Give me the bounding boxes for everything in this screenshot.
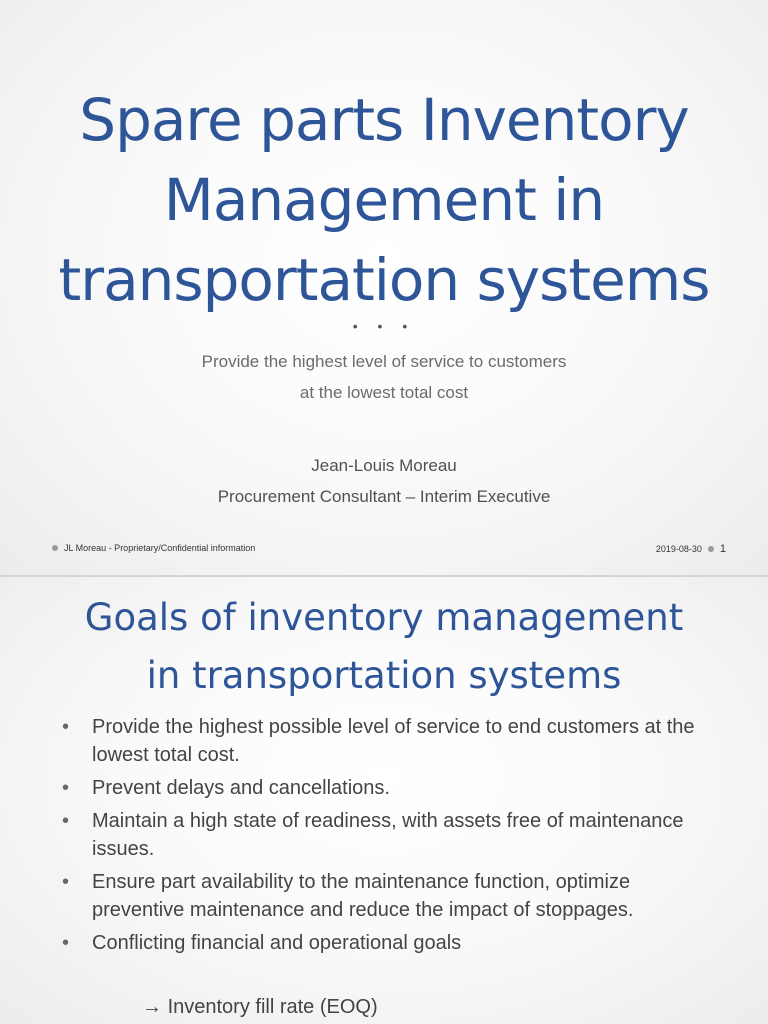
footer-left	[46, 543, 255, 553]
author-role: Procurement Consultant – Interim Executive	[217, 487, 551, 506]
bullet-item: • Prevent delays and cancellations.	[62, 774, 712, 802]
footer-dot-icon	[52, 545, 58, 551]
slide-subtitle	[0, 346, 768, 408]
footer-confidential-label: JL Moreau - Proprietary/Confidential information	[64, 543, 256, 553]
goals-bullet-list	[62, 713, 712, 962]
bullet-item: • Maintain a high state of readiness, with assets free of maintenance issues.	[62, 807, 712, 863]
slide-title: Spare parts Inventory Management in transportation systems	[58, 86, 710, 314]
title-line-1: Goals of inventory management	[84, 596, 684, 639]
sub-point	[142, 993, 378, 1021]
separator-dots: • • •	[352, 318, 416, 334]
page-number: 1	[719, 543, 726, 555]
author-block	[0, 450, 768, 512]
title-line-2: in transportation systems	[146, 654, 622, 697]
slide-title	[0, 589, 768, 705]
bullet-item: • Ensure part availability to the maintenance function, optimize preventive maintenance and reduce the impact of stoppages.	[62, 868, 712, 924]
bullet-item: • Provide the highest possible level of service to end customers at the lowest total cost.	[62, 713, 712, 769]
footer-dot-icon	[708, 546, 714, 552]
footer-date: 2019-08-30	[655, 544, 702, 554]
right-arrow-icon: →	[142, 996, 162, 1018]
sub-point-text: Inventory fill rate (EOQ)	[167, 996, 378, 1018]
subtitle-line-1: Provide the highest level of service to customers	[201, 352, 567, 371]
author-name: Jean-Louis Moreau	[311, 456, 457, 475]
goals-slide	[0, 577, 768, 1024]
bullet-item: • Conflicting financial and operational goals	[62, 929, 712, 957]
footer-right	[656, 543, 726, 555]
subtitle-line-2: at the lowest total cost	[299, 383, 469, 402]
